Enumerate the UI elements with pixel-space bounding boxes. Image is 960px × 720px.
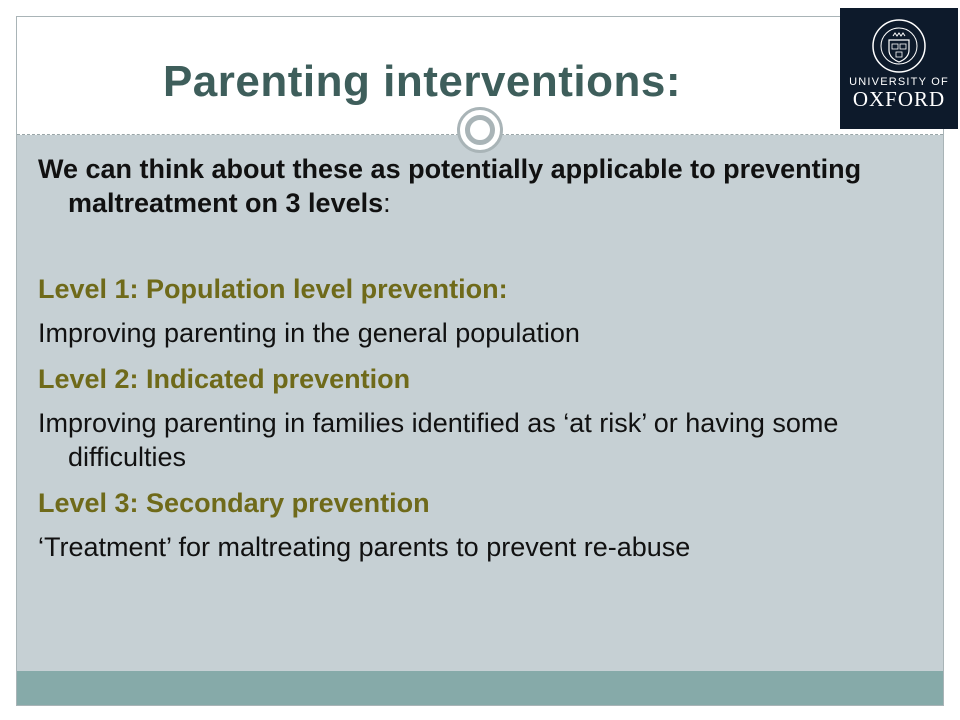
level-1-heading: Level 1: Population level prevention:: [38, 274, 508, 304]
level-2-description: Improving parenting in families identified as ‘at risk’ or having some difficulties: [38, 408, 839, 472]
crest-icon: [871, 18, 927, 74]
level-3-heading: Level 3: Secondary prevention: [38, 488, 430, 518]
oxford-logo: [840, 8, 958, 129]
intro-colon: :: [383, 188, 391, 218]
footer-band: [17, 671, 943, 705]
level-2-heading: Level 2: Indicated prevention: [38, 364, 411, 394]
level-3-description: ‘Treatment’ for maltreating parents to prevent re-abuse: [38, 532, 691, 562]
ring-ornament-icon: [457, 107, 503, 153]
intro-text: We can think about these as potentially applicable to preventing maltreatment on 3 levels: [38, 154, 862, 218]
slide-title: Parenting interventions:: [162, 57, 682, 106]
logo-oxford: OXFORD: [852, 87, 946, 111]
level-1-description: Improving parenting in the general population: [38, 318, 580, 348]
slide-body: [38, 152, 918, 564]
logo-university-of: UNIVERSITY OF: [849, 76, 949, 88]
intro-paragraph: [38, 152, 918, 220]
